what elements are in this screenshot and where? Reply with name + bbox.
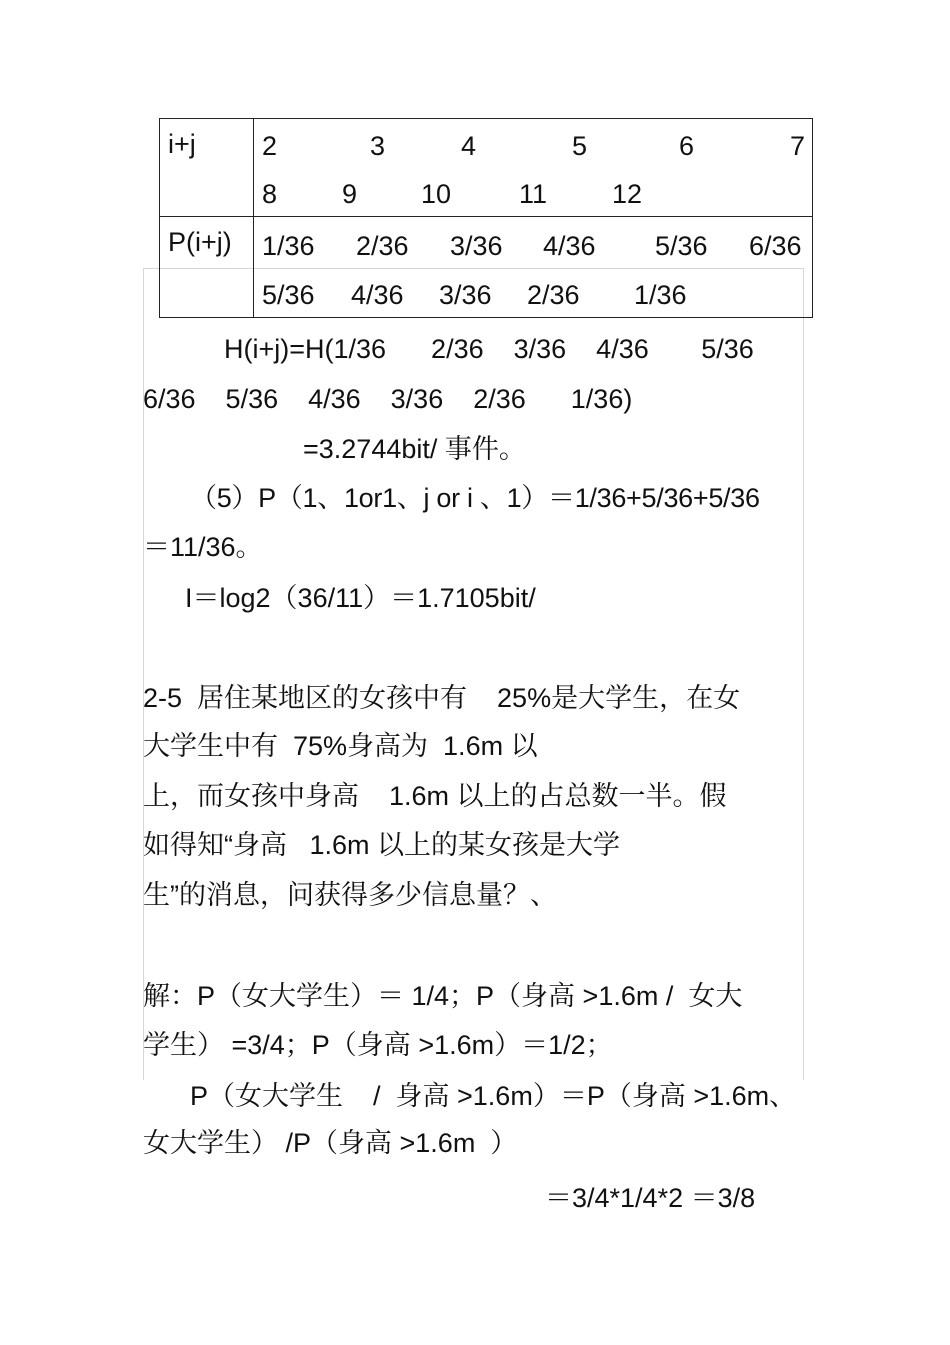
sum-values-cell	[254, 119, 813, 217]
table-cell: 12	[612, 179, 643, 209]
table-cell: 3/36	[439, 280, 492, 310]
table-cell: 9	[342, 179, 358, 209]
problem-line-1: 2-5 居住某地区的女孩中有 25%是大学生，在女	[143, 683, 741, 713]
table-cell: 5/36	[262, 280, 315, 310]
table-cell: 3	[370, 131, 386, 161]
row-header-probability: P(i+j)	[160, 217, 254, 318]
frame-line-right	[803, 268, 804, 1080]
solution-line-4: 女大学生） /P（身高 >1.6m ）	[143, 1128, 518, 1158]
table-cell: 1/36	[634, 280, 687, 310]
table-row	[160, 119, 813, 217]
probability-values-line1	[254, 231, 812, 263]
table-cell: 4	[461, 131, 477, 161]
part5-line-2: ＝11/36。	[143, 532, 263, 562]
table-row	[160, 217, 813, 318]
table-cell: 2	[262, 131, 278, 161]
problem-line-2: 大学生中有 75%身高为 1.6m 以	[143, 731, 538, 761]
table-cell: 2/36	[356, 231, 409, 261]
solution-line-3: P（女大学生 / 身高 >1.6m）＝P（身高 >1.6m、	[190, 1081, 797, 1111]
table-cell: 10	[421, 179, 452, 209]
table-cell: 5	[572, 131, 588, 161]
entropy-line-1: H(i+j)=H(1/36 2/36 3/36 4/36 5/36	[224, 334, 754, 364]
problem-line-4: 如得知“身高 1.6m 以上的某女孩是大学	[143, 830, 621, 860]
solution-line-2: 学生） =3/4；P（身高 >1.6m）＝1/2；	[143, 1030, 613, 1060]
solution-line-1: 解：P（女大学生）＝ 1/4；P（身高 >1.6m / 女大	[143, 981, 743, 1011]
table-cell: 7	[790, 131, 806, 161]
table-cell: 2/36	[527, 280, 580, 310]
problem-line-5: 生”的消息，问获得多少信息量？、	[143, 880, 557, 910]
table-cell: 6/36	[749, 231, 802, 261]
table-cell: 4/36	[543, 231, 596, 261]
row-header-sum: i+j	[160, 119, 254, 217]
table-cell: 11	[519, 179, 548, 209]
sum-values-line2	[254, 179, 812, 211]
sum-values-line1	[254, 131, 812, 163]
table-cell: 5/36	[655, 231, 708, 261]
table-cell: 3/36	[450, 231, 503, 261]
problem-line-3: 上，而女孩中身高 1.6m 以上的占总数一半。假	[143, 781, 727, 811]
table-cell: 1/36	[262, 231, 315, 261]
entropy-line-2: 6/36 5/36 4/36 3/36 2/36 1/36)	[143, 384, 633, 414]
table-cell: 4/36	[351, 280, 404, 310]
part5-information: I＝log2（36/11）＝1.7105bit/	[185, 583, 536, 613]
entropy-result: =3.2744bit/ 事件。	[303, 434, 526, 464]
probability-values-line2	[254, 280, 812, 312]
table-cell: 8	[262, 179, 278, 209]
probability-table	[159, 118, 813, 318]
table-cell: 6	[679, 131, 695, 161]
part5-line-1: （5）P（1、1or1、j or i 、1）＝1/36+5/36+5/36	[190, 483, 760, 513]
probability-values-cell	[254, 217, 813, 318]
solution-result: ＝3/4*1/4*2 ＝3/8	[545, 1183, 756, 1213]
